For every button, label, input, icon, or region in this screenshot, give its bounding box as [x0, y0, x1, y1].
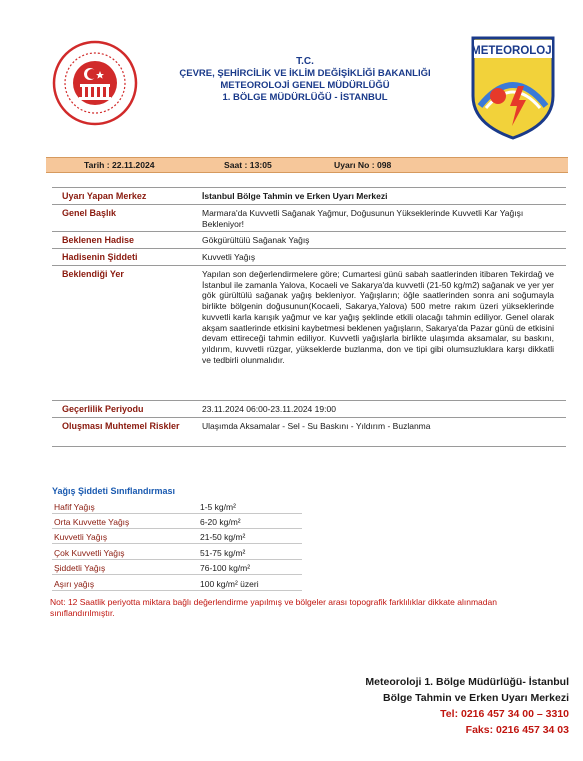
event-severity-label: Hadisenin Şiddeti	[62, 252, 138, 262]
header-ministry: ÇEVRE, ŞEHİRCİLİK VE İKLİM DEĞİŞİKLİĞİ BAKANLIĞI	[179, 68, 431, 79]
general-title-label: Genel Başlık	[62, 208, 117, 218]
info-bar	[46, 157, 568, 173]
contact-footer	[365, 674, 569, 738]
possible-risks-label: Oluşması Muhtemel Riskler	[62, 421, 180, 431]
divider	[52, 559, 302, 560]
divider	[52, 204, 566, 205]
class-label: Çok Kuvvetli Yağış	[54, 548, 125, 558]
class-value: 6-20 kg/m²	[200, 517, 241, 527]
class-value: 1-5 kg/m²	[200, 502, 236, 512]
document-header	[140, 56, 470, 104]
divider	[52, 248, 566, 249]
header-country: T.C.	[296, 56, 314, 67]
divider	[52, 446, 566, 447]
class-value: 51-75 kg/m²	[200, 548, 246, 558]
divider	[52, 265, 566, 266]
issuing-center-label: Uyarı Yapan Merkez	[62, 191, 147, 201]
validity-period-value: 23.11.2024 06:00-23.11.2024 19:00	[202, 404, 336, 414]
divider	[52, 400, 566, 401]
issue-date: Tarih : 22.11.2024	[84, 160, 155, 170]
event-severity-value: Kuvvetli Yağış	[202, 252, 256, 262]
class-label: Orta Kuvvette Yağış	[54, 517, 130, 527]
classification-note: Not: 12 Saatlik periyotta miktara bağlı değerlendirme yapılmış ve bölgeler arası topografik farklılıklar dikkate alınmadan sınıflandırılmıştır.	[50, 597, 497, 618]
divider	[52, 513, 302, 514]
expected-event-label: Beklenen Hadise	[62, 235, 135, 245]
divider	[52, 543, 302, 544]
divider	[52, 574, 302, 575]
class-label: Hafif Yağış	[54, 502, 95, 512]
expected-location-value: Yapılan son değerlendirmelere göre; Cumartesi günü sabah saatlerinden itibaren Tekirdağ ve İstanbul ile zamanla Yalova, Kocaeli ve Sakarya'da kuvvetli (21-50 kg/m2) sağanak ve yer yer gök gürültülü sağanak yağış bekleniyor. Yağışların; öğle saatlerinden sonra ani soğumayla birlikte bölgenin doğusunun(Kocaeli, Sakarya,Yalova) 500 metre rakım üzeri yükseklerinde kuvvetli karla karışık yağmur ve kar yağış şeklinde etkili olacağı tahmin ediliyor. Genel olarak akşam saatlerinde etkisini kaybetmesi beklenen yağışların, Sakarya'da Pazar günü de etkisini devam ettireceği tahmin ediliyor. Kuvvetli yağışlarla birlikte ulaşımda aksamalar, su baskını, yıldırım, kuvvetli rüzgar, yükseklerde buzlanma, don ve tipi gibi olumsuzluklara karşı dikkatli ve tedbirli olunmalıdır.	[202, 269, 554, 365]
logo-text: METEOROLOJİ	[471, 45, 555, 57]
header-region: 1. BÖLGE MÜDÜRLÜĞÜ - İSTANBUL	[222, 92, 388, 103]
divider	[52, 231, 566, 232]
general-title-value: Marmara'da Kuvvetli Sağanak Yağmur, Doğusunun Yükseklerinde Kuvvetli Kar Yağışı Bekleniyor!	[202, 208, 524, 229]
issuing-center-value: İstanbul Bölge Tahmin ve Erken Uyarı Merkezi	[202, 191, 388, 201]
validity-period-label: Geçerlilik Periyodu	[62, 404, 144, 414]
ministry-seal-logo	[52, 40, 138, 126]
divider	[52, 590, 302, 591]
divider	[52, 528, 302, 529]
classification-title: Yağış Şiddeti Sınıflandırması	[52, 486, 176, 496]
footer-phone: Tel: 0216 457 34 00 – 3310	[440, 708, 569, 720]
footer-center: Bölge Tahmin ve Erken Uyarı Merkezi	[383, 692, 569, 704]
header-directorate: METEOROLOJİ GENEL MÜDÜRLÜĞÜ	[220, 80, 390, 91]
warning-number: Uyarı No : 098	[334, 160, 392, 170]
class-label: Kuvvetli Yağış	[54, 532, 108, 542]
class-value: 100 kg/m² üzeri	[200, 579, 259, 589]
divider	[52, 417, 566, 418]
class-value: 21-50 kg/m²	[200, 532, 246, 542]
expected-event-value: Gökgürültülü Sağanak Yağış	[202, 235, 310, 245]
class-value: 76-100 kg/m²	[200, 563, 251, 573]
possible-risks-value: Ulaşımda Aksamalar - Sel - Su Baskını - Yıldırım - Buzlanma	[202, 421, 431, 431]
footer-office: Meteoroloji 1. Bölge Müdürlüğü- İstanbul	[365, 676, 569, 688]
issue-time: Saat : 13:05	[224, 160, 272, 170]
footer-fax: Faks: 0216 457 34 03	[465, 724, 569, 736]
meteoroloji-shield-logo	[470, 36, 556, 140]
divider	[52, 187, 566, 188]
class-label: Aşırı yağış	[54, 579, 95, 589]
class-label: Şiddetli Yağış	[54, 563, 106, 573]
expected-location-label: Beklendiği Yer	[62, 269, 124, 279]
